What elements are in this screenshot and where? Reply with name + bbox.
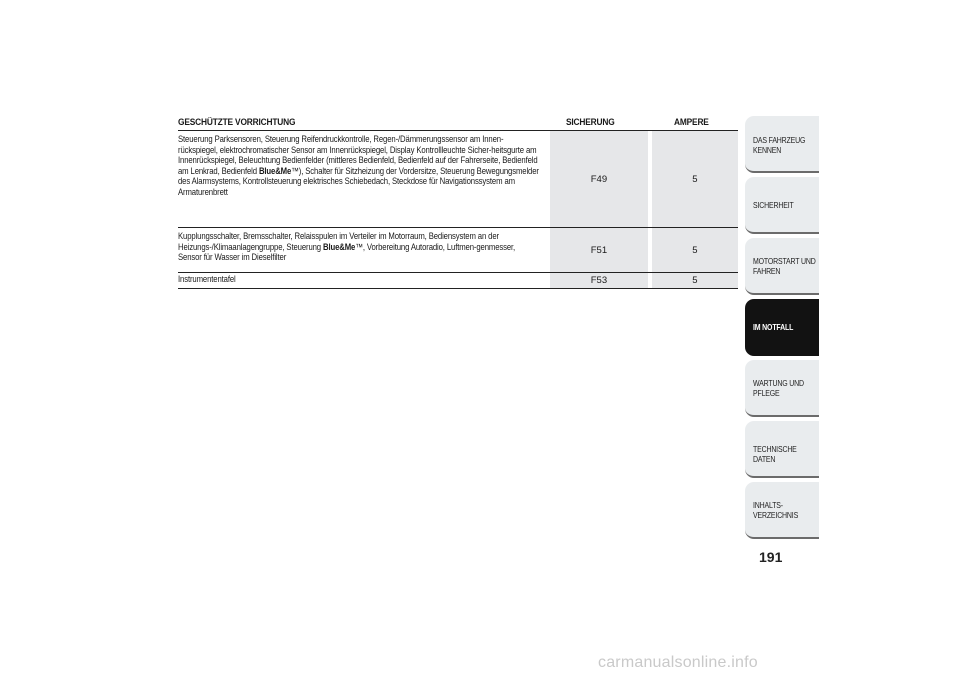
desc-text: ™), Schalter für Sitzheizung der Vordersitze, Steuerung Bewegungsmelder des Alarmsystems, Kontrollsteuerung elektrisches Schiebedach, Steckdose für Navigationssystem am Armaturenbrett <box>178 165 539 197</box>
tab-label: SICHERHEIT <box>753 200 794 210</box>
tab-wartung-und-pflege[interactable] <box>745 360 819 417</box>
desc-bold-text: Blue&Me <box>258 165 292 176</box>
desc-text: Instrumententafel <box>178 274 236 284</box>
header-fuse: SICHERUNG <box>566 117 615 128</box>
tab-label: INHALTS-VERZEICHNIS <box>753 500 799 520</box>
tab-label: IM NOTFALL <box>753 322 794 332</box>
tab-sicherheit[interactable] <box>745 177 819 234</box>
row-fuse: F51 <box>550 228 648 272</box>
chapter-tabs <box>745 116 819 543</box>
tab-inhaltsverzeichnis[interactable] <box>745 482 819 539</box>
tab-label: TECHNISCHE DATEN <box>753 444 797 464</box>
header-device: GESCHÜTZTE VORRICHTUNG <box>178 117 296 128</box>
row-description <box>178 131 546 227</box>
header-ampere: AMPERE <box>674 117 709 128</box>
table-row <box>178 228 738 273</box>
tab-label: WARTUNG UND PFLEGE <box>753 378 804 398</box>
row-description <box>178 228 546 272</box>
tab-das-fahrzeug-kennen[interactable] <box>745 116 819 173</box>
desc-text: Steuerung Parksensoren, Steuerung Reifendruckkontrolle, Regen-/Dämmerungssensor am Innen-rückspiegel, elektrochromatischer Sensor am Innenrückspiegel, Display Kontrollleuchte Sicher-heitsgurte am Innenrückspiegel, Beleuchtung Bedienfelder (mittleres Bedienfeld, Bedienfeld auf der Fahrerseite, Bedienfeld am Lenkrad, Bedienfeld <box>178 134 538 176</box>
row-ampere: 5 <box>652 273 738 288</box>
desc-bold-text: Blue&Me <box>323 241 356 252</box>
table-header <box>178 116 738 131</box>
fuse-table <box>178 116 738 289</box>
tab-label: MOTORSTART UND FAHREN <box>753 256 816 276</box>
desc-text: ™, Vorbereitung Autoradio, Luftmen-genmesser, Sensor für Wasser im Dieselfilter <box>178 241 516 263</box>
table-row <box>178 273 738 289</box>
tab-technische-daten[interactable] <box>745 421 819 478</box>
row-ampere: 5 <box>652 228 738 272</box>
tab-im-notfall[interactable] <box>745 299 819 356</box>
table-row <box>178 131 738 228</box>
tab-label: DAS FAHRZEUG KENNEN <box>753 135 806 155</box>
row-fuse: F49 <box>550 131 648 227</box>
page-number: 191 <box>759 549 783 565</box>
watermark: carmanualsonline.info <box>598 654 758 671</box>
tab-motorstart-und-fahren[interactable] <box>745 238 819 295</box>
row-ampere: 5 <box>652 131 738 227</box>
row-description <box>178 273 546 288</box>
desc-text: Kupplungsschalter, Bremsschalter, Relaisspulen im Verteiler im Motorraum, Bediensystem an der Heizungs-/Klimaanlagengruppe, Steuerung <box>178 231 499 252</box>
row-fuse: F53 <box>550 273 648 288</box>
